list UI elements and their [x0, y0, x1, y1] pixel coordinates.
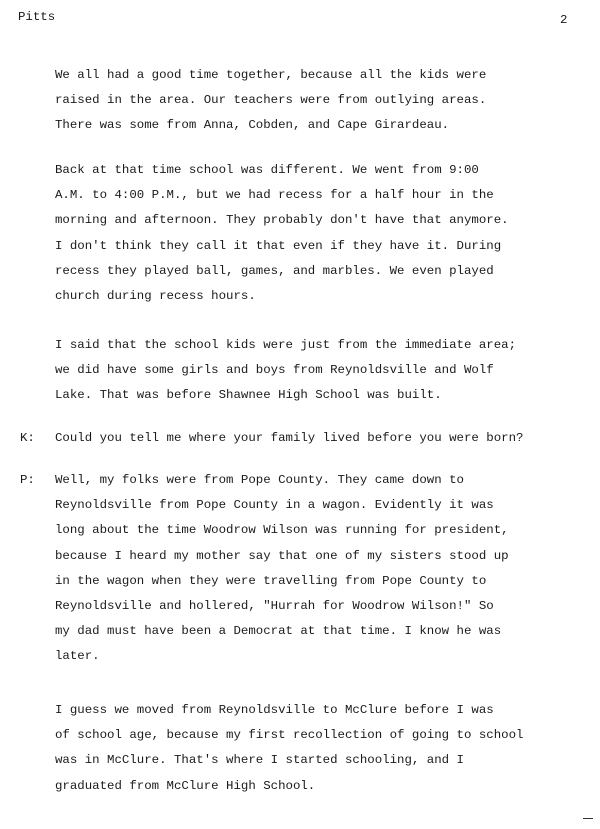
text-line: was in McClure. That's where I started schooling, and I: [55, 753, 464, 768]
text-line: because I heard my mother say that one of my sisters stood up: [55, 548, 509, 563]
text-line: I guess we moved from Reynoldsville to McClure before I was: [55, 703, 494, 717]
text-line: There was some from Anna, Cobden, and Cape Girardeau.: [55, 118, 450, 133]
text-line: in the wagon when they were travelling from Pope County to: [55, 573, 487, 588]
text-line: Well, my folks were from Pope County. They came down to: [55, 473, 464, 487]
paragraph: [55, 158, 575, 309]
speaker-label: P:: [20, 473, 35, 487]
text-line: morning and afternoon. They probably don't have that anymore.: [55, 213, 509, 228]
text-line: Back at that time school was different. We went from 9:00: [55, 163, 479, 177]
text-line: of school age, because my first recollection of going to school: [55, 728, 524, 743]
text-line: recess they played ball, games, and marbles. We even played: [55, 263, 494, 278]
text-line: We all had a good time together, because all the kids were: [55, 68, 487, 82]
text-line: graduated from McClure High School.: [55, 778, 316, 793]
header-name: Pitts: [18, 10, 56, 24]
text-line: Lake. That was before Shawnee High School was built.: [55, 388, 442, 403]
text-line: long about the time Woodrow Wilson was running for president,: [55, 523, 509, 538]
text-line: my dad must have been a Democrat at that time. I know he was: [55, 624, 502, 639]
text-line: Reynoldsville from Pope County in a wagon. Evidently it was: [55, 498, 494, 513]
page-number: 2: [560, 13, 568, 27]
paragraph: [55, 468, 575, 670]
text-line: I said that the school kids were just from the immediate area;: [55, 338, 517, 352]
text-line: raised in the area. Our teachers were from outlying areas.: [55, 93, 487, 108]
speaker-label: K:: [20, 431, 35, 445]
paragraph: [55, 63, 575, 139]
margin-mark: [583, 818, 593, 819]
text-line: I don't think they call it that even if they have it. During: [55, 238, 502, 253]
text-line: A.M. to 4:00 P.M., but we had recess for a half hour in the: [55, 188, 494, 203]
paragraph: [55, 333, 575, 409]
text-line: church during recess hours.: [55, 289, 256, 304]
text-line: we did have some girls and boys from Reynoldsville and Wolf: [55, 363, 494, 378]
paragraph: [55, 698, 575, 799]
text-line: Reynoldsville and hollered, "Hurrah for Woodrow Wilson!" So: [55, 599, 494, 614]
paragraph: [55, 426, 575, 451]
text-line: Could you tell me where your family lived before you were born?: [55, 431, 524, 445]
text-line: later.: [55, 649, 100, 664]
